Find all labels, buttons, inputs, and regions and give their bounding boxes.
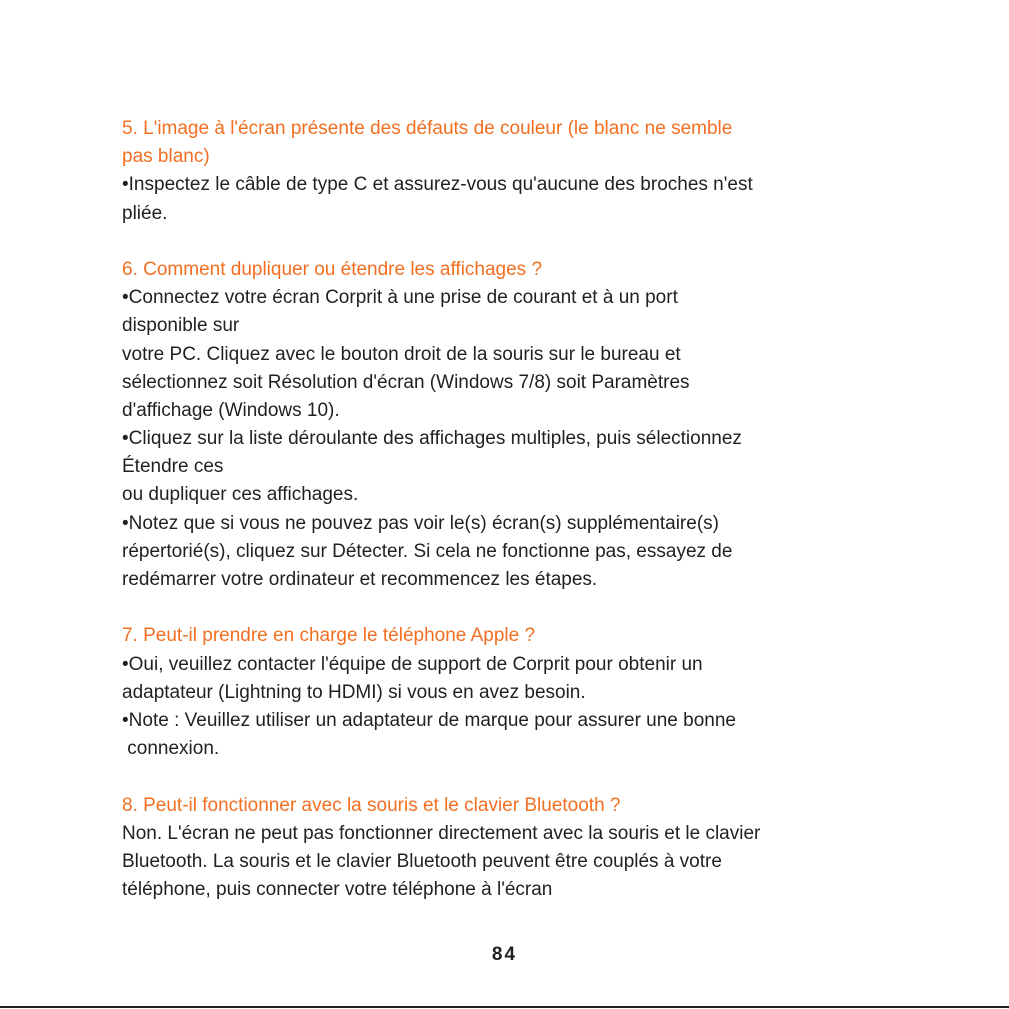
page-number: 84 (491, 944, 518, 965)
section-body-line: adaptateur (Lightning to HDMI) si vous en avez besoin. (122, 681, 586, 703)
faq-content (122, 115, 902, 904)
section-spacer (122, 763, 902, 791)
section-spacer (122, 228, 902, 256)
section-body-line: disponible sur (122, 315, 240, 337)
section-body-line: Non. L'écran ne peut pas fonctionner directement avec la souris et le clavier (122, 822, 761, 844)
section-body-line: Bluetooth. La souris et le clavier Bluetooth peuvent être couplés à votre (122, 850, 722, 872)
section-body-line: sélectionnez soit Résolution d'écran (Windows 7/8) soit Paramètres (122, 371, 690, 393)
section-body-line: d'affichage (Windows 10). (122, 399, 340, 421)
section-body-line: •Connectez votre écran Corprit à une prise de courant et à un port (122, 287, 678, 309)
faq-section-8 (122, 792, 902, 905)
section-body-line: •Notez que si vous ne pouvez pas voir le(s) écran(s) supplémentaire(s) (122, 512, 719, 534)
section-body-line: répertorié(s), cliquez sur Détecter. Si cela ne fonctionne pas, essayez de (122, 540, 733, 562)
section-body-line: •Note : Veuillez utiliser un adaptateur de marque pour assurer une bonne (122, 709, 736, 731)
section-heading: 7. Peut-il prendre en charge le téléphone Apple ? (122, 625, 536, 647)
section-heading: 8. Peut-il fonctionner avec la souris et le clavier Bluetooth ? (122, 794, 621, 816)
section-heading: pas blanc) (122, 146, 210, 168)
section-body-line: •Inspectez le câble de type C et assurez-vous qu'aucune des broches n'est (122, 174, 753, 196)
section-body-line: •Oui, veuillez contacter l'équipe de support de Corprit pour obtenir un (122, 653, 703, 675)
faq-section-5 (122, 115, 902, 228)
section-body-line: Étendre ces (122, 456, 224, 478)
section-body-line: votre PC. Cliquez avec le bouton droit de la souris sur le bureau et (122, 343, 681, 365)
page-bottom-rule (0, 1006, 1009, 1008)
faq-section-6 (122, 256, 902, 594)
section-body-line: téléphone, puis connecter votre téléphone à l'écran (122, 879, 553, 901)
faq-section-7 (122, 622, 902, 763)
section-spacer (122, 594, 902, 622)
section-heading: 6. Comment dupliquer ou étendre les affichages ? (122, 258, 543, 280)
section-body-line: •Cliquez sur la liste déroulante des affichages multiples, puis sélectionnez (122, 428, 742, 450)
section-heading: 5. L'image à l'écran présente des défauts de couleur (le blanc ne semble (122, 118, 733, 139)
section-body-line: redémarrer votre ordinateur et recommencez les étapes. (122, 569, 598, 590)
section-body-line: ou dupliquer ces affichages. (122, 484, 359, 506)
section-body-line: connexion. (122, 738, 220, 760)
section-body-line: pliée. (122, 202, 168, 224)
